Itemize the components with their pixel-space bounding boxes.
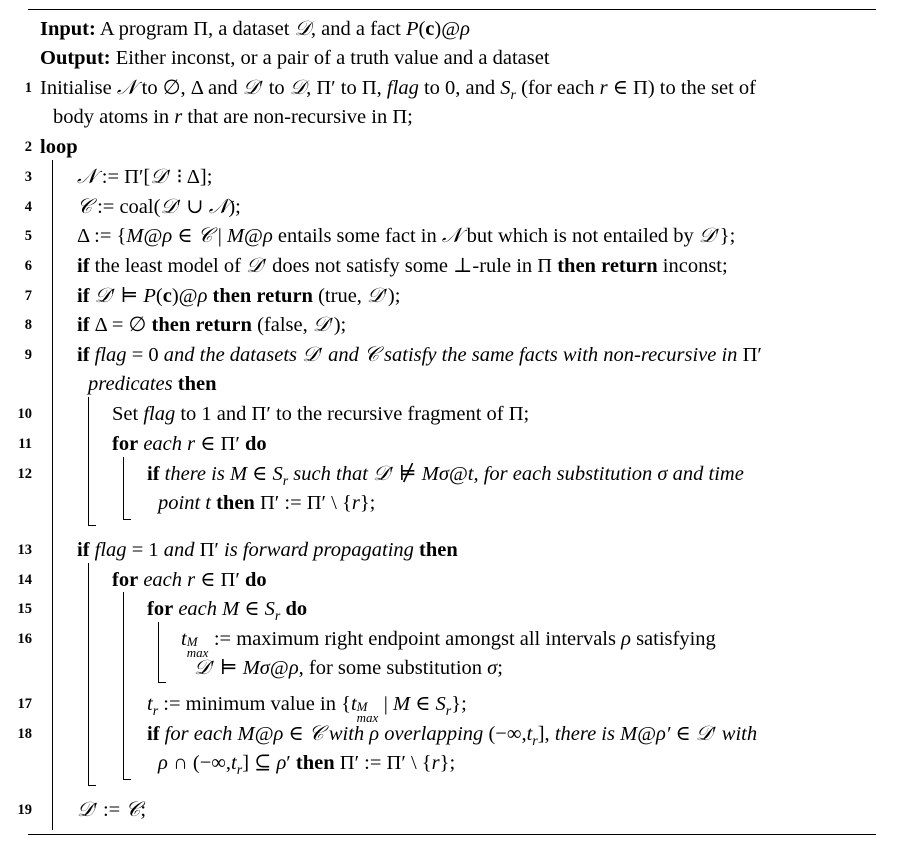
line-7: if 𝒟′ ⊨ P(c)@ρ then return (true, 𝒟′);: [77, 285, 401, 307]
line-5: Δ := {M@ρ ∈ 𝒞 | M@ρ entails some fact in 𝒩 but which is not entailed by 𝒟′};: [77, 225, 736, 247]
if13-block-guide: [88, 563, 89, 785]
line-number-4: 4: [24, 199, 32, 215]
line-16-cont: 𝒟′ ⊨ Mσ@ρ, for some substitution σ;: [194, 657, 503, 679]
line-18: if for each M@ρ ∈ 𝒞 with ρ overlapping $(-\infty,t_r]$, there is M@ρ′ ∈ 𝒟′ with: [147, 723, 758, 750]
line-13: if flag = 1 and Π′ is forward propagating then: [77, 539, 458, 561]
line-number-8: 8: [24, 317, 32, 333]
line-18-cont: ρ ∩ $(-\infty,t_r]$ ⊆ ρ′ then Π′ := Π′ \ {r};: [158, 752, 456, 779]
line-17: $t_r$ := minimum value in {t M max | M ∈ $S_r$};: [147, 693, 467, 725]
bottom-rule: [28, 834, 876, 835]
line-9-cont: predicates then: [88, 373, 217, 395]
line-number-11: 11: [18, 436, 32, 452]
line-number-19: 19: [17, 802, 32, 818]
loop-block-guide: [52, 160, 53, 830]
line-6: if the least model of 𝒟′ does not satisfy some ⊥-rule in Π then return inconst;: [77, 255, 728, 277]
for11-block-guide: [123, 457, 124, 519]
line-10: Set flag to 1 and Π′ to the recursive fragment of Π;: [112, 403, 530, 425]
line-1-cont: body atoms in r that are non-recursive in Π;: [53, 106, 413, 128]
line-14: for each r ∈ Π′ do: [112, 569, 267, 591]
line-number-12: 12: [17, 466, 32, 482]
if13-block-end: [88, 785, 96, 786]
line-number-1: 1: [24, 80, 32, 96]
if18-guide: [123, 747, 124, 779]
line-number-3: 3: [24, 169, 32, 185]
for15-block-guide: [158, 622, 159, 682]
top-rule: [28, 9, 876, 10]
line-11: for each r ∈ Π′ do: [112, 433, 267, 455]
line-2: loop: [40, 136, 78, 158]
line-number-10: 10: [17, 406, 32, 422]
line-number-5: 5: [24, 228, 32, 244]
for14-block-end: [123, 779, 131, 780]
output-line: Output: Either inconst, or a pair of a truth value and a dataset: [40, 47, 550, 69]
line-12: if there is M ∈ $S_r$ such that 𝒟′ ⊭ Mσ@t, for each substitution σ and time: [147, 463, 744, 490]
line-number-14: 14: [17, 572, 32, 588]
line-16: t M max := maximum right endpoint amongst all intervals ρ satisfying: [181, 628, 716, 660]
line-number-6: 6: [24, 258, 32, 274]
line-number-2: 2: [24, 139, 32, 155]
line-15: for each M ∈ $S_r$ do: [147, 598, 308, 625]
line-8: if Δ = ∅ then return (false, 𝒟′);: [77, 314, 347, 336]
line-number-15: 15: [17, 601, 32, 617]
line-number-18: 18: [17, 726, 32, 742]
for11-block-end: [123, 519, 131, 520]
line-4: 𝒞 := coal(𝒟′ ∪ 𝒩);: [77, 196, 241, 218]
line-12-cont: point t then Π′ := Π′ \ {r};: [158, 492, 376, 514]
line-number-16: 16: [17, 631, 32, 647]
line-9: if flag = 0 and the datasets 𝒟′ and 𝒞 satisfy the same facts with non-recursive in Π′: [77, 344, 762, 366]
line-3: 𝒩 := Π′[𝒟′ ⁝ Δ];: [77, 166, 213, 188]
input-line: Input: A program Π, a dataset 𝒟, and a fact P(c)@ρ: [40, 18, 470, 40]
for15-block-end: [158, 682, 166, 683]
line-1: Initialise 𝒩 to ∅, Δ and 𝒟′ to 𝒟, Π′ to Π, flag to 0, and $S_r$ (for each r ∈ Π) to the set of: [40, 77, 756, 104]
line-number-7: 7: [24, 288, 32, 304]
line-19: 𝒟′ := 𝒞;: [77, 799, 147, 821]
if9-block-guide: [88, 397, 89, 525]
line-number-9: 9: [24, 347, 32, 363]
if9-block-end: [88, 525, 96, 526]
line-number-13: 13: [17, 542, 32, 558]
line-number-17: 17: [17, 696, 32, 712]
